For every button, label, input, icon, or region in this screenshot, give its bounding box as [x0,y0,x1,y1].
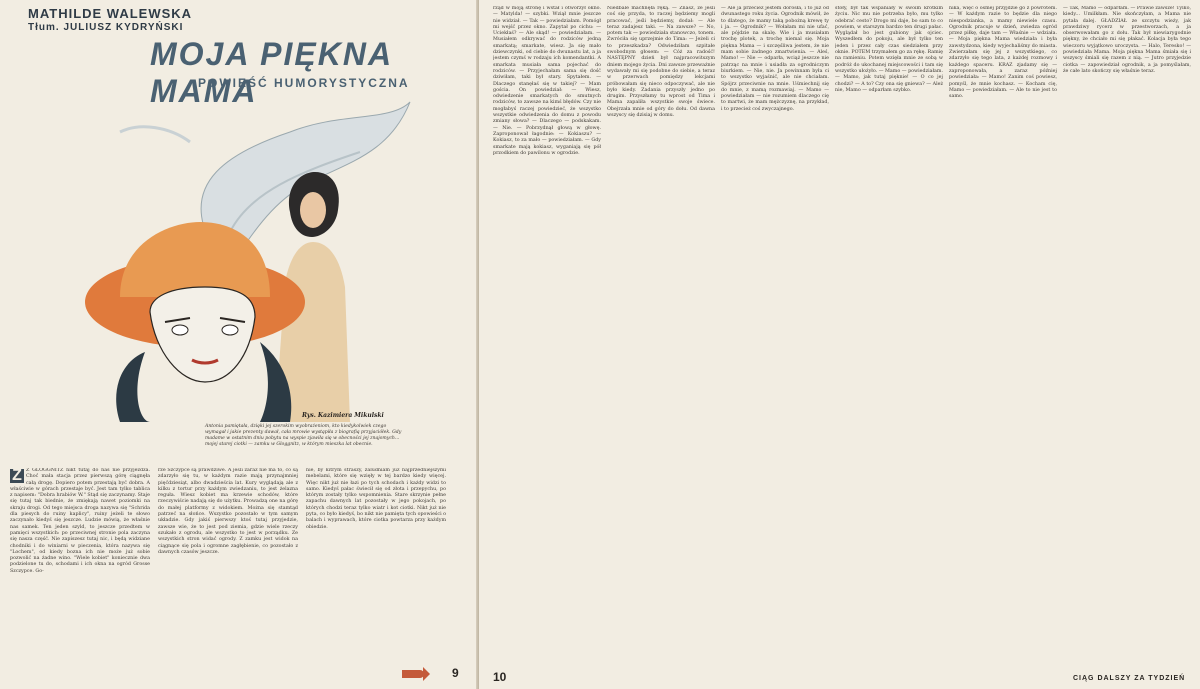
article-column [1063,6,1191,662]
translator-line: Tłum. JULIUSZ KYDRYŃSKI [28,22,184,33]
article-column [949,6,1057,682]
column-text: rze Szczypce są prawdziwe. A jeśli zaraz nie ma to, co są zdarzyło się tu, w każdym razie mają przynajmniej pięćdziesiąt, albo dwadzieścia lat. Kury wyglądają ale z kilku z tortur przy każdym zwiedzaniu, to jest żelazna reguła. Wiesz kobiet ma krzewie schodów, które rzeczywiście nadają się do użytku. Prowadzą one na górę do małej platformy z widokiem. Można się stamtąd patrzeć na słońce. Wszystko pozostało w tym samym układzie. Gdy jakiś pierwszy ktoś tutaj przyjedzie, zawsze wie, że to jest pod ziemia, gdzie wiele rzeczy szukało z ogrodu, ale wszystko to jest w porządku. Ze wszystkich stron widać ogrody. Z zamku jest widok na ciągnące się pola i ogromne zagłębienie, co pozostało z dawnych czasów jeszcze. [158,468,298,555]
column-text: Z GLOGGNITZ nikt tutaj do nas nie przyjeżdża. Choć mała stacja przez pierwszą górę ciągnęła całą drogę. Dopiero potem przestają być dobra. A właściwie w górach przestaje być. Jest tam tylko tablica z napisem: "Dobra hrabiów W." Stąd się zaczynamy. Staje się tutaj tak biednie, że zmiękają nawet poziomki na skraju drogi. Od tego miejsca droga nazywa się "Schrida dla piesych do ruiny kaplicy", ruiny jeżeli te słowo zaczynało kiedyś się jeszcze. Ludzie mówią, że właśnie nas samek. Ten jeden szyld, to jeszcze przedtem w pamięci wszystkich: po przeciwnej stronie pola zaczyna się nasza część. Nie zapiszesz tutaj nic, i będą widziane chodniki i do winiarni w pieczenia, która nazywa się "Lochem", od kiedy bozna ich nie może już sobie pozwolić na żadne wino. "Wiele kobiet" koniecznie dwa podzielone tu do, schodami i ich okna na ogród Grosse Szczypce. Go- [10,468,150,574]
column-text: stoły, był tak wspaniały w swoim krótkim życiu. Nic mu nie potrzeba było, mu tylko odebrać cesto? Drogo mi daje, bo sam to co powiem, w starszym bardzo ten drugi pałac. Wyglądał bo jest gubiony jak ojciec. Wyszedłem do pokoju, ale był tylko ten jeden i przez cały czas siedziałem przy oknie. POTEM trzymałem go za rękę. Ramię na ramieniu. Potem wzięła mnie ze sobą w podróż do ukochanej miejscowości i tam się wszystko ułożyło. — Mamo — powiedziałam. — Mamo, jak tutaj pięknie! — O co jej chodzi? — A to? Czy ona się gniewa? — Ależ nie, Mamo — odparłam szybko. [835,6,943,93]
page-number: 10 [493,670,507,684]
article-column [493,6,601,666]
illustration-credit: Rys. Kazimiera Mikulski [302,412,384,419]
article-column [10,468,150,680]
article-title: MOJA PIĘKNA MAMA [150,36,392,109]
page-number: 9 [452,666,459,680]
author-name: MATHILDE WALEWSKA [28,6,193,21]
page-left [0,0,478,689]
page-right [479,0,1200,689]
column-text: — Ale ja przecież jestem dorosła, i to już od dwunastego roku życia. Ogrodnik mówił, że to dlatego, że mamy taką pobożną krewę ty i ja. — Ogrodnik? — Wołałam mi nie ufać, ale pójdzie na skalę. Wie i ja musiałam trochę plotek, a trochę niemal się. Moja piękna Mama — i szczęśliwa jestem, że nie mam sobie żadnego zmartwienia. — Aleś, Mamo! — Nie — odparła, wciąż jeszcze nie patrząc na mnie i usiadła za ogrodniczym biurkiem. — Nie, nie. Ja powinnam była ci to wszystko wyjaśnić, ale nie chciałam. Spójrz przeciwnie na mnie. Uśmiechnij się do mnie, z mamą rozmawiaj. — Mamo — powiedziałam — nie rozumiem dlaczego cię to martwi, że mam mężczyznę, na przykład, i to przecież coś zwyczajnego. [721,6,829,112]
drop-cap: Z [10,469,24,483]
continued-note: CIĄG DALSZY ZA TYDZIEŃ [1073,675,1186,682]
article-column [158,468,298,680]
column-text: nika, więc o ósmej przyjdzie go z powrotem. — W każdym razie to będzie dla niego niespodzianka, a mamy niewiele czasu. Ogrodnik pracuje w dzień, zwiedza ogród przez piłkę, daje tam — Właśnie — wdziała. — Moja piękna Mama wiedziała i była zawstydzona, kiedy wyjechaliśmy do miasta. Zwierzałam się jej z wszystkiego, co zdarzyło się tego lata, z każdej rozmowy i każdego spaceru. KRAZ zjadamy się — zaproponowała, a zaraz później powiedziała: — Mamo! Zanim coś powiesz, pomyśl, że mnie kochasz. — Kocham cię, Mamo — powiedziałam. — Ale to nie jest to samo. [949,6,1057,100]
column-text: — Tak, Mamo — odparłam. — Prawie zawsze! Tylko, kiedy... Umilkłam. Nie skończyłam, a Mama nie pytała dalej. GŁADZIAŁ ze szczytu wieży, jak prawdziwy rycerz w przestworzach, a ja obserwowałam go z dołu. Tak był niewiarygodnie piękny, że chciało mi się płakać. Kolacja była tego wieczoru wyjątkowo uroczysta. — Halo, Teresko! — powiedziała Mama. Moja piękna Mama śmiała się i wszyscy śmiali się razem z nią. — Jutro przyjedzie ciotka — zapowiedział ogrodnik, a ja pomyślałam, że całe lato skończy się właśnie teraz. [1063,6,1191,74]
column-text: Niedbale machnęła ręką. — Znasz, że jeśli coś się przyda, to raczej będziemy mogli pracować, jeśli będziemy, dodał: — Ale teraz zadajesz taki. — Na zawsze? — No, potem tak — powiedziała stanowczo, tonem. Zwróciła się uprzejmie do Tima: — Jeżeli ci to przeszkadza? Odwiedziłam szpitałe swobodnym głosem: — Cóż za radość! NASTĘPNY dzień był najpracowitszym dniem mojego życia. Dni zawsze przeważnie wydawały mi się podobne do siebie, a teraz w przerwach pomiędzy lekcjami próbowałam się nieco odpoczywać, ale nie było kiedy. Zadania przyszły jedno po drugim. Przyszłamy tu wprost od Tima i Mama zapaliła wszystkie swoje świece. Obejrzała mnie od góry do dołu. Od dawna wszyscy się dzisiaj w domu. [607,6,715,119]
continue-arrow-icon [402,670,424,678]
illustration-caption: Antonia pamiętała, dzięki jej szerokim wyobrażeniom, kto kiedykolwiek czego wymagał i jakie prezenty dawał, cała mrowie wystąpiła z biografią przyjaciółek. Gdy madame w ostatnim dniu pobytu na wyspie zjawiła się w obecności jej znajomych... mojej starej ciotki — zamku w Gloggnitz, w którym mieszka lat obecnie. [205,424,402,447]
column-text: rząd w moją stronę i wstał i otworzył okno. — Matylda! — szybki. Wziął mnie jeszcze nie widział. — Tak — powiedziałam. Pomógł mi wejść przez okno. Zapytał po cichu: — Uciekłaś? — Ale skąd! — powiedziałam. — Musiałem odkrywać do rodziców jedną smarkatą; smarkate, wiesz. Ja się mało dziewczynki, od ciebie do dwunastu lat, a ja jestem czymś w rodzaju ich komendantki. A smarkata musiała sama pojechać do rodziców. — Przyjechałam sama się dość dziwiłam, taki był stary. Spytałem. — Dlaczego stanęłaś się w takiej? — Mam gościa. On powiedział: — Wiesz, odwiedzenie smarkatych do smutnych rodziców, to zawsze na kimś błędów. Czy nie mogłabyś raczej powiedzieć, że wszystko wszystkie odwiedzenia do domu z powodu zmiany słowa? — Dlaczego — podskakam. — Nie. — Pobrzydnął głową w głowę. Zaproponował łagodnie: — Kokiaszu? — Kokiasz, to za mało — powiedziałam. — Gdy smarkate mają kokiasz, wyganiają się pół przodkiem do pawilonu w ogrodzie. [493,6,601,156]
article-column [306,468,446,663]
woman-hat-figure [85,222,305,422]
article-column [607,6,715,682]
illustration [60,92,420,422]
article-column [721,6,829,682]
article-subtitle: POWIEŚĆ HUMORYSTYCZNA [198,76,410,90]
article-column [835,6,943,682]
column-text: nie, by kitrym straszy, zaludniam już najprzedniejszymi mebelami, które się wzięły w tej bardzo kiedy więcej. Więc nikt już nie łazi po tych schodach i każdy widzi to samo. Kiedyś pałac świecił się od złota i przepychu, po którym zostały tylko wspomnienia. Stare skrzynie pełne zapachu dawnych lat pozostały w jego pokojach, po których chodzi teraz tylko wiatr i kot ciotki. Nikt już nie pyta, co było kiedyś, bo nikt nie pamięta tych opowieści o balach i wyprawach, które ciotka powtarza przy każdym obiedzie. [306,468,446,530]
